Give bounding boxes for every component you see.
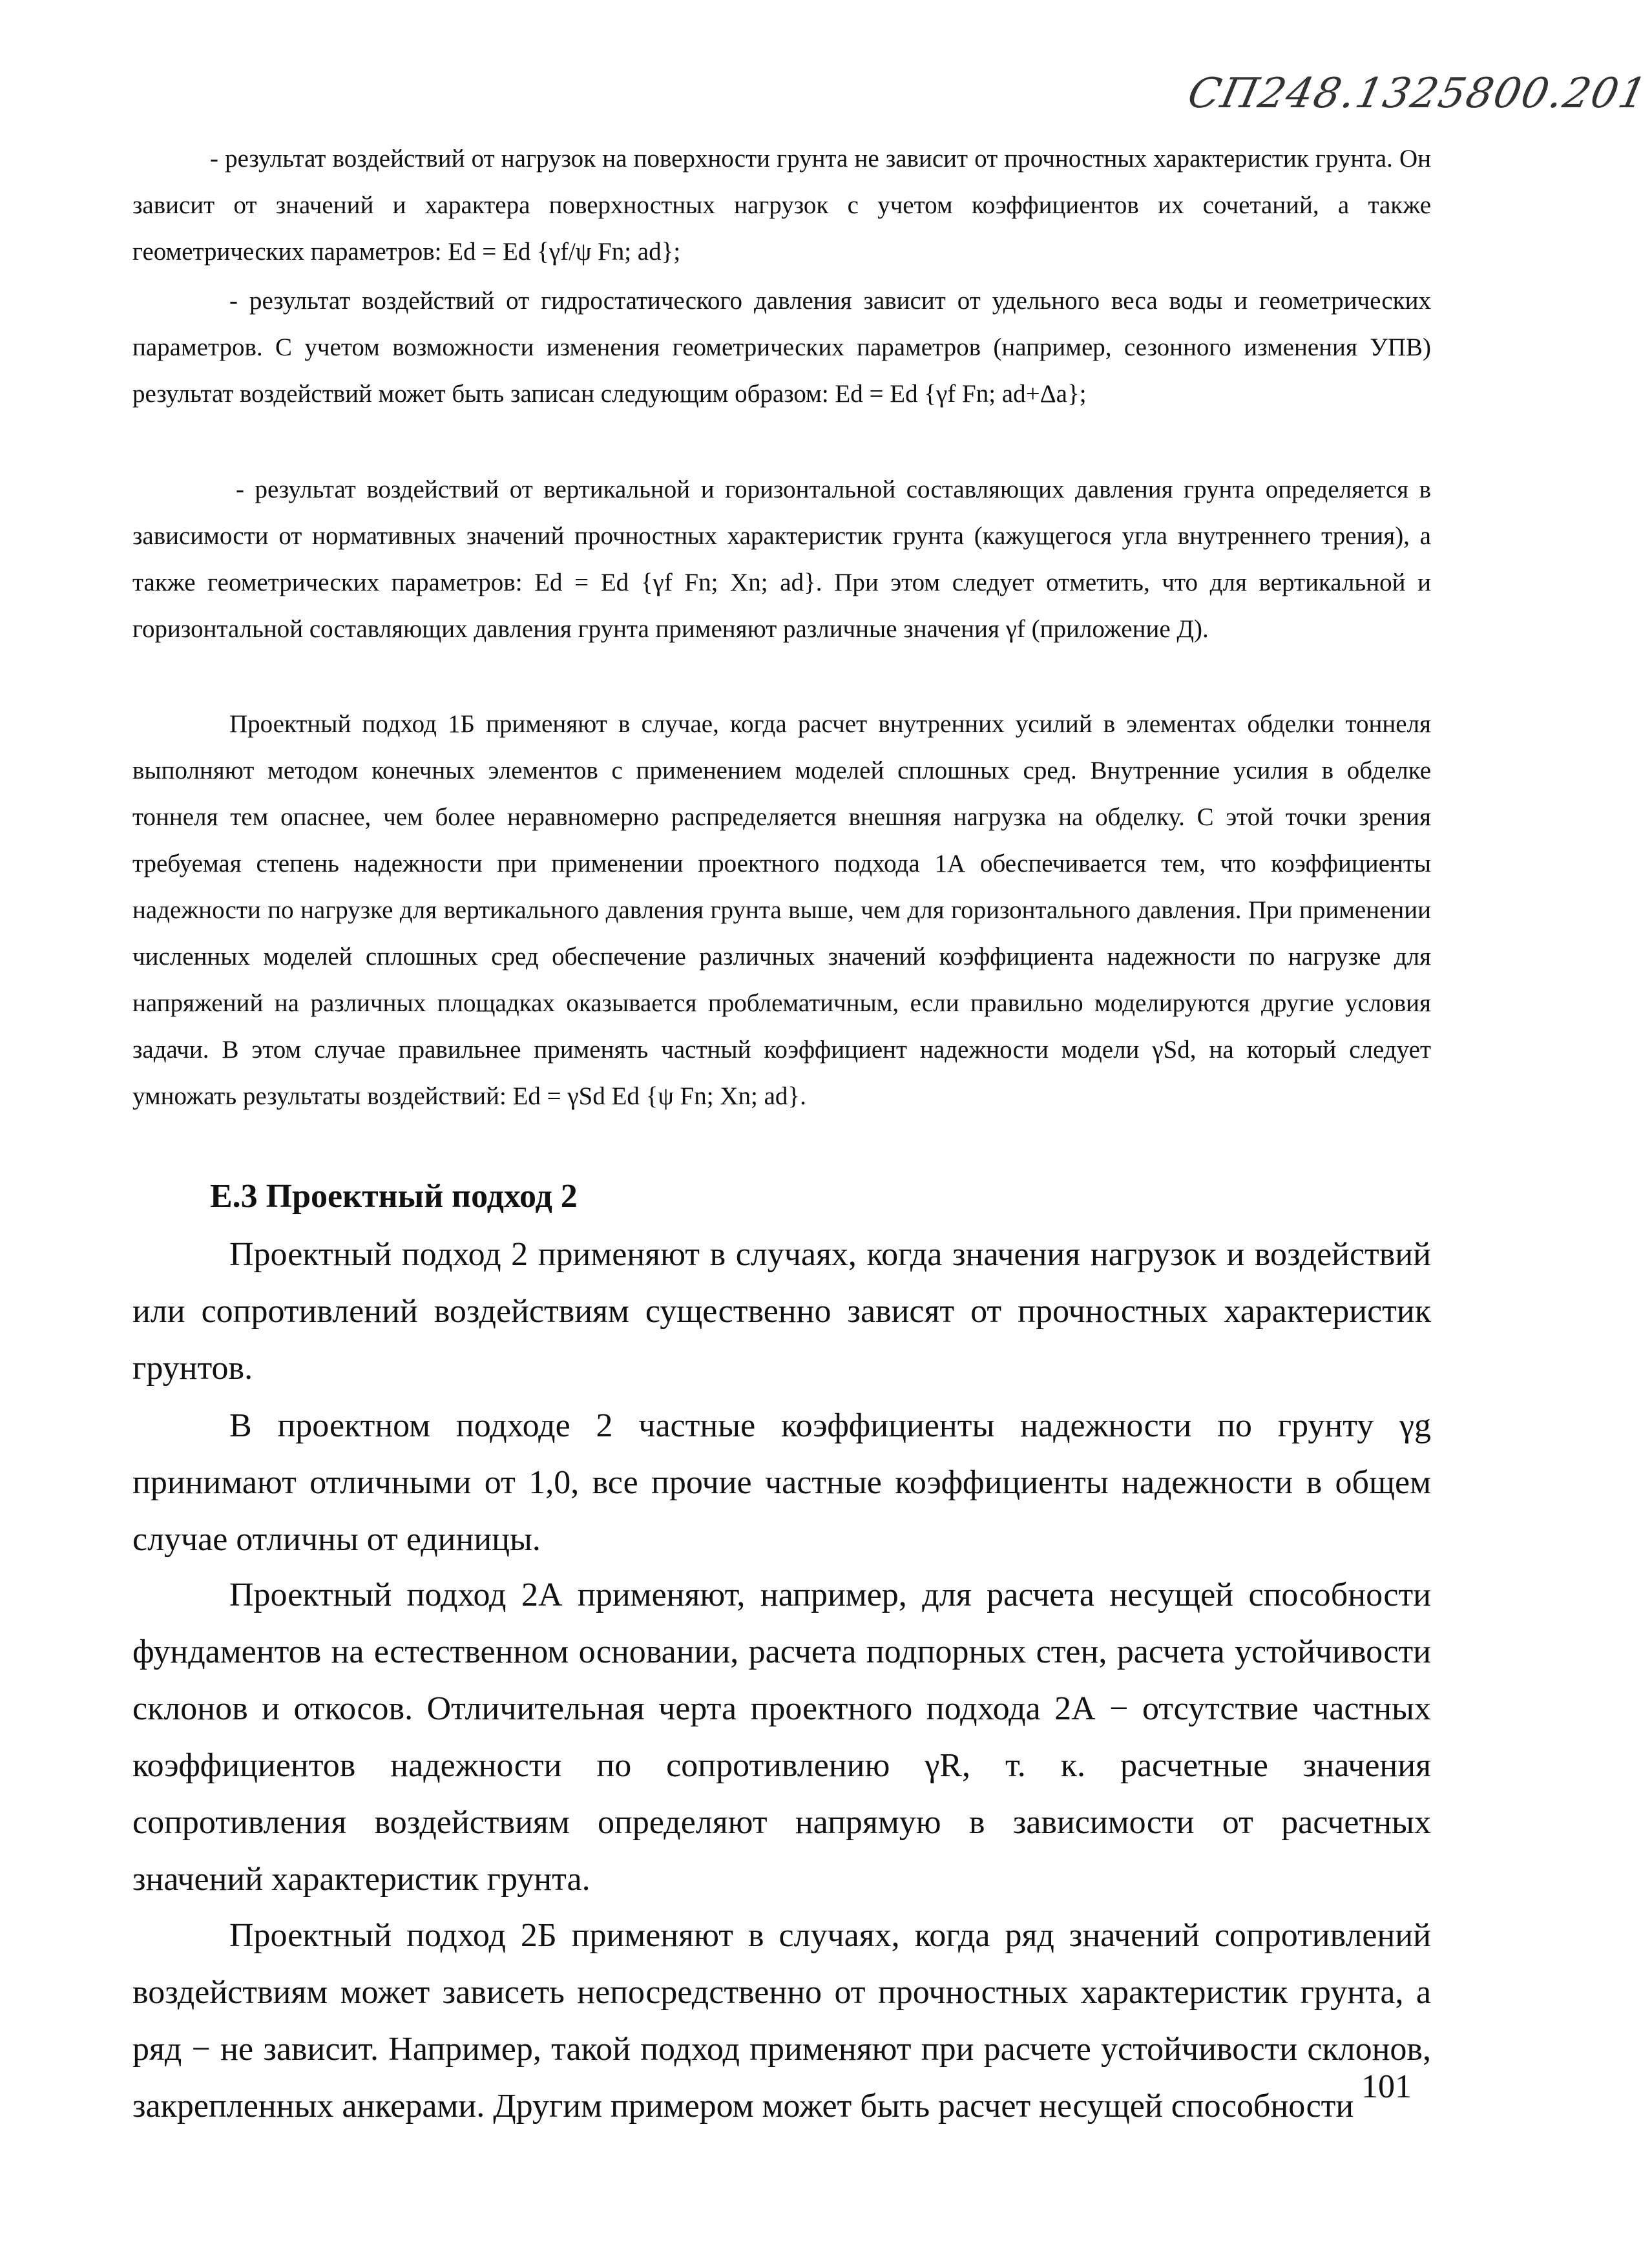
paragraph-hydrostatic: - результат воздействий от гидростатического давления зависит от удельного веса воды и геометрических параметров. С учетом возможности изменения геометрических параметров (например, сезонного изменения УПВ) результат воздействий может быть записан следующим образом: Ed = Ed {γf Fn; ad+Δa};: [132, 287, 1431, 408]
paragraph-approach-2: Проектный подход 2 применяют в случаях, когда значения нагрузок и воздействий или сопротивлений воздействиям существенно зависят от прочностных характеристик грунтов.: [132, 1236, 1431, 1387]
paragraph-surface-loads: - результат воздействий от нагрузок на поверхности грунта не зависит от прочностных характеристик грунта. Он зависит от значений и характера поверхностных нагрузок с учетом коэффициентов их сочетаний, а также геометрических параметров: Ed = Ed {γf/ψ Fn; ad};: [132, 145, 1431, 266]
paragraph-approach-1b: Проектный подход 1Б применяют в случае, когда расчет внутренних усилий в элементах обделки тоннеля выполняют методом конечных элементов с применением моделей сплошных сред. Внутренние усилия в обделке тоннеля тем опаснее, чем более неравномерно распределяется внешняя нагрузка на обделку. С этой точки зрения требуемая степень надежности при применении проектного подхода 1А обеспечивается тем, что коэффициенты надежности по нагрузке для вертикального давления грунта выше, чем для горизонтального давления. При применении численных моделей сплошных сред обеспечение различных значений коэффициента надежности по нагрузке для напряжений на различных площадках оказывается проблематичным, если правильно моделируются другие условия задачи. В этом случае правильнее применять частный коэффициент надежности модели γSd, на который следует умножать результаты воздействий: Ed = γSd Ed {ψ Fn; Xn; ad}.: [132, 710, 1431, 1110]
section-heading: Е.3 Проектный подход 2: [210, 1178, 578, 1215]
paragraph-approach-2b: Проектный подход 2Б применяют в случаях, когда ряд значений сопротивлений воздействиям может зависеть непосредственно от прочностных характеристик грунта, а ряд − не зависит. Например, такой подход применяют при расчете устойчивости склонов, закрепленных анкерами. Другим примером может быть расчет несущей способности: [132, 1917, 1431, 2124]
document-code-stamp: СП248.1325800.201: [1184, 70, 1652, 118]
paragraph-soil-pressure: - результат воздействий от вертикальной и горизонтальной составляющих давления грунта определяется в зависимости от нормативных значений прочностных характеристик грунта (кажущегося угла внутреннего трения), а также геометрических параметров: Ed = Ed {γf Fn; Xn; ad}. При этом следует отметить, что для вертикальной и горизонтальной составляющих давления грунта применяют различные значения γf (приложение Д).: [132, 476, 1431, 643]
paragraph-approach-2-coefficients: В проектном подходе 2 частные коэффициенты надежности по грунту γg принимают отличными от 1,0, все прочие частные коэффициенты надежности в общем случае отличны от единицы.: [132, 1407, 1431, 1558]
page-number: 101: [1361, 2068, 1412, 2105]
paragraph-approach-2a: Проектный подход 2А применяют, например, для расчета несущей способности фундаментов на естественном основании, расчета подпорных стен, расчета устойчивости склонов и откосов. Отличительная черта проектного подхода 2А − отсутствие частных коэффициентов надежности по сопротивлению γR, т. к. расчетные значения сопротивления воздействиям определяют напрямую в зависимости от расчетных значений характеристик грунта.: [132, 1577, 1431, 1898]
